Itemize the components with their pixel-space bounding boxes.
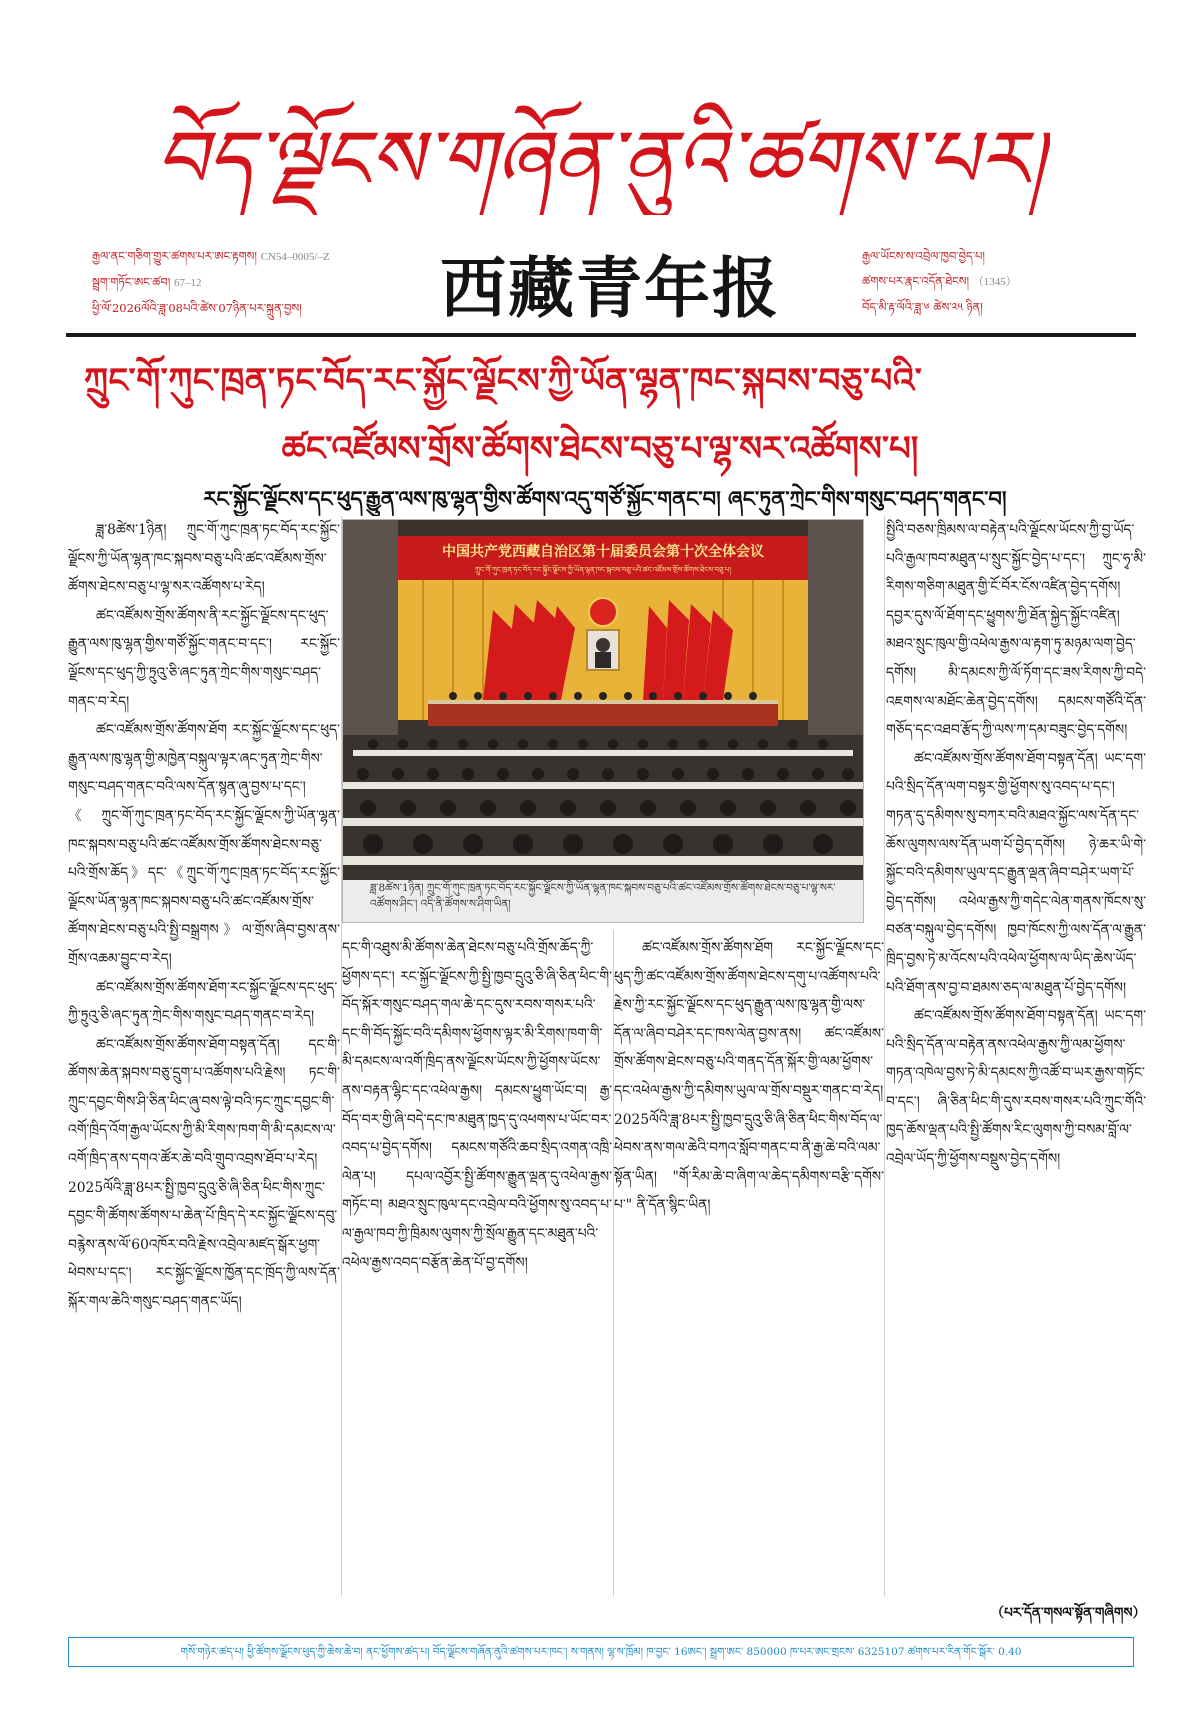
paragraph: དང་གི་འཐུས་མི་ཚོགས་ཆེན་ཐེངས་བཅུ་པའི་གྲོས་ཆོད་ཀྱི་ཕྱོགས་དང་། རང་སྐྱོང་ལྗོངས་ཀྱི་སྤྱི་ཁྱབ་དྲུའུ་ཅི་ཞི་ཅིན་ཕིང་གི་བོད་སྐོར་གསུང་བཤད་གལ་ཆེ་དང་དུས་རབས་གསར་པའི་དང་གི་བོད་སྐྱོང་བའི་དམིགས་ཕྱོགས་ལྟར་མི་རིགས་ཁག་གི་མི་དམངས་ལ་འགོ་ཁྲིད་ནས་ལྗོངས་ཡོངས་ཀྱི་ཕྱོགས་ཡོངས་ནས་བརྟན་ལྷིང་དང་འཕེལ་རྒྱས། དམངས་ཕྱུག་ཡོང་བ། རྒྱ་བོད་བར་གྱི་ཞི་བདེ་དང་ཁ་མཐུན་ཁྱད་དུ་འཕགས་པ་ཡོང་བར་འབད་པ་བྱེད་དགོས། དམངས་གཙོའི་ཆབ་སྲིད་འགན་འཁྲི་ལེན་པ། དཔལ་འབྱོར་སྤྱི་ཚོགས་རྒྱུན་ལྡན་དུ་འཕེལ་རྒྱས་གཏོང་བ། མཐའ་སྲུང་ཁུལ་དང་འབྲེལ་བའི་ཕྱོགས་སུ་འབད་པ་ལ་རྒྱལ་ཁབ་ཀྱི་ཁྲིམས་ལུགས་ཀྱི་སྲོལ་རྒྱུན་དང་མཐུན་པའི་འཕེལ་རྒྱས་འབད་བརྩོན་ཆེན་པོ་བྱ་དགོས། [342,940,612,1271]
paragraph: ཟླ་8ཚེས་1ཉིན། ཀྲུང་གོ་ཀུང་ཁྲན་ཏང་བོད་རང་སྐྱོང་ལྗོངས་ཀྱི་ཡོན་ལྷན་ཁང་སྐབས་བཅུ་པའི་ཚང་འཛོམས་གྲོས་ཚོགས་ཐེངས་བཅུ་པ་ལྷ་སར་འཚོགས་པ་རེད། [68,522,340,596]
subheadline: རང་སྐྱོང་ལྗོངས་དང་ཕུད་རྒྱུན་ལས་ཁུ་ལྷན་གྱིས་ཚོགས་འདུ་གཙོ་སྐྱོང་གནང་བ། ཞང་ཏུན་ཀྲེང་གིས་གསུང་བཤད་གནང་བ། [203,486,1007,511]
paragraph: ཚང་འཛོམས་གྲོས་ཚོགས་ཐོག་བསྟན་དོན། ཡང་དག་པའི་སྲིད་དོན་ལ་བརྟེན་ནས་འཕེལ་རྒྱས་ཀྱི་ལམ་ཕྱོགས་གཏན་འཁེལ་བྱས་ཏེ་མི་དམངས་ཀྱི་འཚོ་བ་ཡར་རྒྱས་གཏོང་བ་དང་། ཞི་ཅིན་ཕིང་གི་དུས་རབས་གསར་པའི་ཀྲུང་གོའི་ཁྱད་ཆོས་ལྡན་པའི་སྤྱི་ཚོགས་རིང་ལུགས་ཀྱི་བསམ་བློ་ལ་འབྲེལ་ཡོད་ཀྱི་ཕྱོགས་བསྡུས་བྱེད་དགོས། [886,1008,1146,1168]
paragraph: ཚང་འཛོམས་གྲོས་ཚོགས་ཐོག་བསྟན་དོན། དང་གི་ཚོགས་ཆེན་སྐབས་བཅུ་དྲུག་པ་འཚོགས་པའི་རྗེས། ཏང་གི་ཀྲུང་དབྱང་གིས་ཤི་ཅིན་ཕིང་ཞུ་བས་ལྟེ་བའི་ཏང་ཀྲུང་དབྱང་གི་འགོ་ཁྲིད་འོག་རྒྱལ་ཡོངས་ཀྱི་མི་རིགས་ཁག་གི་མི་དམངས་ལ་འགོ་ཁྲིད་ནས་དགའ་ཚོར་ཆེ་བའི་གྲུབ་འབྲས་ཐོབ་པ་རེད། 2025ལོའི་ཟླ་8པར་སྤྱི་ཁྱབ་དྲུའུ་ཅི་ཞི་ཅིན་ཕིང་གིས་ཀྲུང་དབྱང་གི་ཚོགས་ཚོགས་པ་ཆེན་པོ་ཁྲིད་དེ་རང་སྐྱོང་ལྗོངས་དབུ་བརྙེས་ནས་ལོ་60འཁོར་བའི་རྗེས་འབྲེལ་མཛད་སྒོར་ཕྱག་ཕེབས་པ་དང་། རང་སྐྱོང་ལྗོངས་ཁྱོན་དང་ཁྲོད་ཀྱི་ལས་དོན་སྐོར་གལ་ཆེའི་གསུང་བཤད་གནང་ཡོད། [68,1036,340,1311]
headline-line-2: ཚང་འཛོམས་གྲོས་ཚོགས་ཐེངས་བཅུ་པ་ལྷ་སར་འཚོགས་པ། [281,429,919,469]
svg-text:བོད་ལྗོངས་གཞོན་ནུའི་ཚགས་པར།: བོད་ལྗོངས་གཞོན་ནུའི་ཚགས་པར། [155,113,1045,206]
masthead-tibetan-logo [150,95,1050,215]
column-divider [613,930,614,1596]
chinese-masthead-title: 西藏青年报 [440,249,780,327]
article-column-2 [342,934,612,1594]
paragraph: སྤྱིའི་བཅས་ཁྲིམས་ལ་བརྟེན་པའི་ལྗོངས་ཡོངས་ཀྱི་བྱ་ཡོད་པའི་རྒྱལ་ཁབ་མཐུན་པ་སྲུང་སྐྱོང་བྱེད་པ་དང་། ཀྲུང་ཧྭ་མི་རིགས་གཅིག་མཐུན་གྱི་ངོ་བོར་ངོས་འཛིན་བྱེད་དགོས། དབྱར་དུས་ལོ་ཐོག་དང་ཕྱུགས་ཀྱི་ཐོན་སྐྱེད་སྐྱོང་འཛིན། མཐའ་སྲུང་ཁུལ་གྱི་འཕེལ་རྒྱས་ལ་རྟག་ཏུ་མཉམ་ལག་བྱེད་དགོས། མི་དམངས་ཀྱི་ལོ་ཏོག་དང་ཟས་རིགས་ཀྱི་བདེ་འཇགས་ལ་མཐོང་ཆེན་བྱེད་དགོས། དམངས་གཙོའི་དོན་གཅོད་དང་འཐབ་རྩོད་ཀྱི་ལས་ཀ་དམ་བཟུང་བྱེད་དགོས། [886,522,1146,739]
article-byline: （པར་དོན་གསལ་སྟོན་གཞིགས） [990,1605,1146,1621]
conference-photo [342,519,864,923]
paragraph: ཚང་འཛོམས་གྲོས་ཚོགས་ཐོག་རང་སྐྱོང་ལྗོངས་དང་ཕུད་ཀྱི་ཏྲུའུ་ཅི་ཞང་ཏུན་ཀྲེང་གིས་གསུང་བཤད་གནང་བ་རེད། [68,979,338,1025]
article-column-3 [614,934,884,1594]
article-column-1 [68,516,340,1594]
headline-line-1: ཀྲུང་གོ་ཀུང་ཁྲན་ཏང་བོད་རང་སྐྱོང་ལྗོངས་ཀྱི་ཡོན་ལྷན་ཁང་སྐབས་བཅུ་པའི་ [84,361,923,401]
paragraph: ཚང་འཛོམས་གྲོས་ཚོགས་ཐོག རང་སྐྱོང་ལྗོངས་དང་ཕུད་ཀྱི་ཚང་འཛོམས་གྲོས་ཚོགས་ཐེངས་དགུ་པ་འཚོགས་པའི་རྗེས་ཀྱི་རང་སྐྱོང་ལྗོངས་དང་ཕུད་རྒྱུན་ལས་ཁུ་ལྷན་གྱི་ལས་དོན་ལ་ཞིབ་བཤེར་དང་ཁས་ལེན་བྱས་ནས། ཚང་འཛོམས་གྲོས་ཚོགས་ཐེངས་བཅུ་པའི་གནད་དོན་སྐོར་གྱི་ལམ་ཕྱོགས་དང་འཕེལ་རྒྱས་ཀྱི་དམིགས་ཡུལ་ལ་གྲོས་བསྡུར་གནང་བ་རེད། 2025ལོའི་ཟླ་8པར་སྤྱི་ཁྱབ་དྲུའུ་ཅི་ཞི་ཅིན་ཕིང་གིས་བོད་ལ་ཕེབས་ནས་གལ་ཆེའི་བཀའ་སློབ་གནང་བ་ནི་རྒྱ་ཆེ་བའི་ལམ་སྟོན་ཡིན། "གོ་རིམ་ཆེ་བ་ཞིག་ལ་ཆེད་དམིགས་བརྩི་དགོས་པ་" ནི་དོན་སྙིང་ཡིན། [614,940,884,1214]
paragraph: ཚང་འཛོམས་གྲོས་ཚོགས་ནི་རང་སྐྱོང་ལྗོངས་དང་ཕུད་རྒྱུན་ལས་ཁུ་ལྷན་གྱིས་གཙོ་སྐྱོང་གནང་བ་དང་། རང་སྐྱོང་ལྗོངས་དང་ཕུད་ཀྱི་ཏྲུའུ་ཅི་ཞང་ཏུན་ཀྲེང་གིས་གསུང་བཤད་གནང་བ་རེད། [68,607,340,710]
footer-publication-info: གསོ་གཉེར་ཚད་པ། ཕྱི་ཚོགས་ལྗོངས་ཕུད་ཀྱི་ཆེས་ཆེ་བ། ནང་ཕྱོགས་ཚད་པ། བོད་ལྗོངས་གཞོན་ནུའི་ཚགས་པར་ཁང་། ས་གནས། ལྷ་ས་ཁྲོམ། ཁ་བྱང་ 16ཨང་། སྦྲག་ཨང་ 850000 ཁ་པར་ཨང་གྲངས་ 6325107 ཚགས་པར་རིན་གོང་སྒོར་ 0.40 [68,1637,1134,1667]
photo-caption: ཟླ་8ཚེས་1ཉིན། ཀྲུང་གོ་ཀུང་ཁྲན་ཏང་བོད་རང་སྐྱོང་ལྗོངས་ཀྱི་ཡོན་ལྷན་ཁང་སྐབས་བཅུ་པའི་ཚང་འཛོམས་གྲོས་ཚོགས་ཐེངས་བཅུ་པ་ལྷ་སར་འཚོགས་ཤིང་། འདི་ནི་ཚོགས་ས་ཤིག་ཡིན། [370,882,836,910]
column-divider [341,516,342,1596]
paragraph: ཚང་འཛོམས་གྲོས་ཚོགས་ཐོག་བསྟན་དོན། ཡང་དག་པའི་སྲིད་དོན་ལག་བསྟར་གྱི་ཕྱོགས་སུ་འབད་པ་དང་། གཏན་དུ་དམིགས་སུ་བཀར་བའི་མཐའ་སྐྱོང་ལས་དོན་དང་ཆོས་ལུགས་ལས་དོན་ཡག་པོ་བྱེད་དགོས། ཉེ་ཆར་ཡི་གེ་སྐྱོང་བའི་དམིགས་ཡུལ་དང་རྒྱུན་ལྡན་ཞིབ་བཤེར་ཡག་པོ་བྱེད་དགོས། འཕེལ་རྒྱས་ཀྱི་གདེང་ལེན་གནས་ཁོངས་སུ་བཙན་བསྐུལ་བྱེད་དགོས། ཁྱབ་ཁོངས་ཀྱི་ལས་དོན་ལ་རྒྱུན་ཁྲིད་བྱས་ཏེ་མ་འོངས་པའི་འཕེལ་ཕྱོགས་ལ་ཡིད་ཆེས་ཡོད་པའི་ཐོག་ནས་བྱ་བ་ཐམས་ཅད་ལ་མཐུན་པོ་བྱེད་དགོས། [886,750,1146,996]
masthead-left-meta: རྒྱལ་ནང་གཅིག་གྱུར་ཚགས་པར་ཨང་རྟགས། CN54–0005/–Z སྦྲག་གཏོང་ཨང་ཚབ། 67–12 ཕྱི་ལོ་2026ལོའི་ཟླ་08པའི་ཚེས་07ཉིན་པར་སྐྲུན་བྱས། [92,249,330,315]
banner-chinese-text: 中国共产党西藏自治区第十届委员会第十次全体会议 [442,544,764,560]
banner-tibetan-text: ཀྲུང་གོ་ཀུང་ཁྲན་ཏང་བོད་རང་སྐྱོང་ལྗོངས་ཀྱི་ཡོན་ལྷན་ཁང་སྐབས་བཅུ་པའི་ཚང་འཛོམས་གྲོས་ཚོགས་ཐེངས་བཅུ་པ། [475,566,731,574]
masthead-right-meta: རྒྱལ་ཡོངས་ས་འབྲེལ་ཁྱབ་བྱེད་པ། ཚགས་པར་རྣང་འདོན་ཐེངས། （1345） བོད་མི་རྟ་ལོའི་ཟླ་༦ ཚེས་༢༥ ཉིན། [862,249,1017,314]
column-divider [884,516,885,1596]
paragraph: ཚང་འཛོམས་གྲོས་ཚོགས་ཐོག རང་སྐྱོང་ལྗོངས་དང་ཕུད་རྒྱུན་ལས་ཁུ་ལྷན་གྱི་མཁྱེན་བསྐུལ་ལྟར་ཞང་ཏུན་ཀྲེང་གིས་གསུང་བཤད་གནང་བའི་ལས་དོན་སྙན་ཞུ་བྱས་པ་དང་། 《ཀྲུང་གོ་ཀུང་ཁྲན་ཏང་བོད་རང་སྐྱོང་ལྗོངས་ཀྱི་ཡོན་ལྷན་ཁང་སྐབས་བཅུ་པའི་ཚང་འཛོམས་གྲོས་ཚོགས་ཐེངས་བཅུ་པའི་གྲོས་ཆོད》དང་《ཀྲུང་གོ་ཀུང་ཁྲན་ཏང་བོད་རང་སྐྱོང་ལྗོངས་ཡོན་ལྷན་ཁང་སྐབས་བཅུ་པའི་ཚང་འཛོམས་གྲོས་ཚོགས་ཐེངས་བཅུ་པའི་སྤྱི་བསྒྲགས》ལ་གྲོས་ཞིབ་བྱས་ནས་གྲོས་འཆམ་བྱུང་བ་རེད། [68,722,340,967]
article-column-4 [886,516,1146,1594]
masthead-divider [66,333,1136,337]
